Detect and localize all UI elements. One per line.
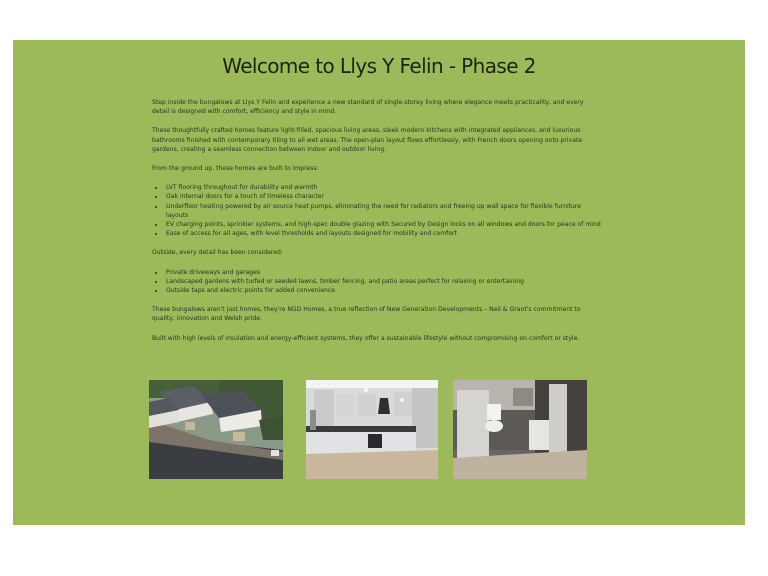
content-panel	[13, 40, 745, 525]
description-paragraph: These thoughtfully crafted homes feature light-filled, spacious living areas, sleek modern kitchens with integrated appliances, and luxurious bathrooms finished with contemporary tiling to all wet areas. The open-plan layout flows effortlessly, with French doors opening onto private gardens, creating a seamless connection between indoor and outdoor living.	[152, 127, 583, 153]
outside-list	[152, 268, 602, 296]
list-item: • Oak internal doors for a touch of timeless character	[165, 192, 602, 201]
aerial-bungalows-photo[interactable]	[149, 380, 283, 479]
list-item: • Outside taps and electric points for added convenience	[165, 286, 602, 295]
list-item: • LVT flooring throughout for durability and warmth	[165, 183, 602, 192]
bathroom-photo[interactable]	[453, 380, 587, 479]
kitchen-photo[interactable]	[306, 380, 438, 479]
photo-gallery	[13, 380, 745, 479]
outside-heading: Outside, every detail has been considered:	[152, 249, 283, 257]
list-item: • Private driveways and garages	[165, 268, 602, 277]
closing-paragraph: Built with high levels of insulation and energy-efficient systems, they offer a sustainable lifestyle without compromising on comfort or style.	[152, 334, 580, 342]
ground-up-list	[152, 183, 602, 238]
body-content	[152, 98, 602, 353]
list-item: • Ease of access for all ages, with level thresholds and layouts designed for mobility and comfort	[165, 229, 602, 238]
list-item: • Landscaped gardens with turfed or seeded lawns, timber fencing, and patio areas perfect for relaxing or entertaining	[165, 277, 602, 286]
ground-up-heading: From the ground up, these homes are built to impress:	[152, 165, 319, 173]
list-item: • Underfloor heating powered by air source heat pumps, eliminating the need for radiators and freeing up wall space for flexible furniture layouts	[165, 202, 602, 220]
page-title: Welcome to Llys Y Felin - Phase 2	[222, 54, 536, 78]
list-item: • EV charging points, sprinkler systems, and high-spec double glazing with Secured by Design locks on all windows and doors for peace of mind	[165, 220, 602, 229]
ngd-paragraph: These bungalows aren't just homes, they're NGD Homes, a true reflection of New Generation Developments – Neil & Grant's commitment to quality, innovation and Welsh pride.	[152, 306, 581, 323]
intro-paragraph: Step inside the bungalows at Llys Y Felin and experience a new standard of single-storey living where elegance meets practicality, and every detail is designed with comfort, efficiency and style in mind.	[152, 99, 584, 116]
